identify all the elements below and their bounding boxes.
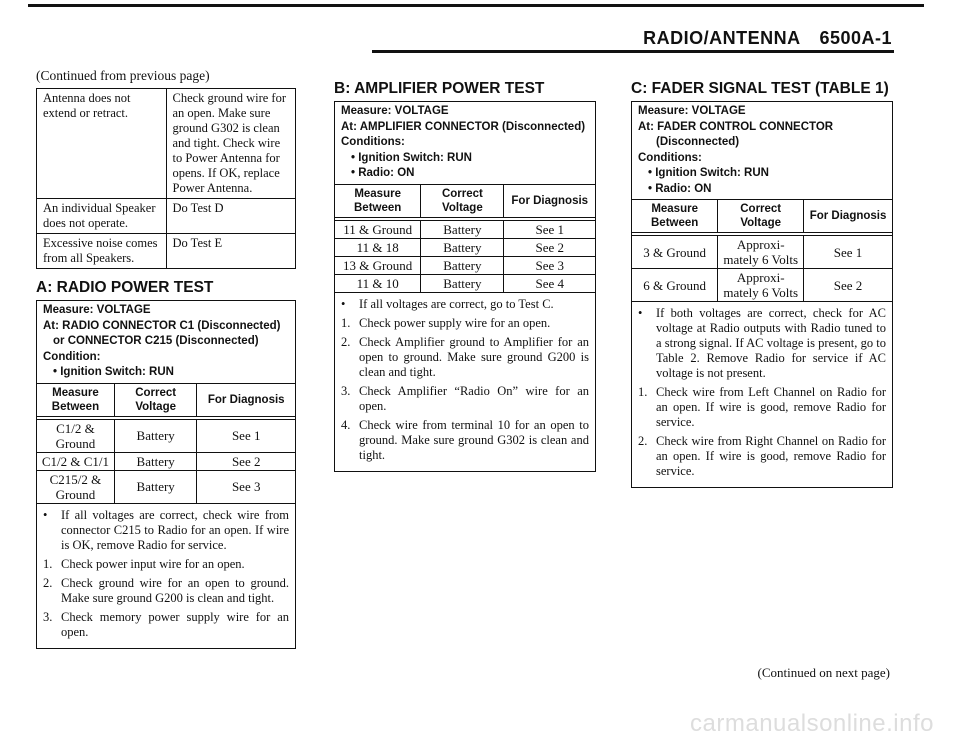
note-text: If all voltages are correct, go to Test C.: [359, 296, 554, 311]
note-marker: 2.: [341, 334, 351, 349]
at-label-2: (Disconnected): [656, 136, 740, 148]
cell-diagnosis: See 2: [504, 238, 595, 256]
cell-diagnosis: See 3: [197, 470, 295, 503]
note-marker: 1.: [43, 556, 53, 571]
condition-label: Conditions:: [341, 136, 405, 148]
note-text: Check ground wire for an open to ground. Make sure ground G200 is clean and tight.: [61, 575, 289, 605]
cell-measure: 11 & 18: [335, 238, 421, 256]
cell-voltage: Battery: [421, 238, 504, 256]
table-row: [37, 234, 296, 269]
column-header: Correct Voltage: [421, 184, 504, 219]
cell-measure: C1/2 & Ground: [37, 418, 114, 453]
note-item: [341, 316, 589, 331]
cell-voltage: Battery: [421, 256, 504, 274]
cell-voltage: Approxi- mately 6 Volts: [718, 269, 804, 302]
table-row: [632, 269, 892, 302]
note-text: Check wire from Right Channel on Radio for an open. If wire is good, remove Radio for service.: [656, 434, 886, 478]
table-row: [335, 256, 595, 274]
cell-diagnosis: See 1: [804, 234, 892, 269]
note-text: Check power input wire for an open.: [61, 556, 245, 571]
cell-diagnosis: See 2: [197, 452, 295, 470]
note-marker: •: [43, 507, 48, 522]
header-rule: [372, 50, 894, 53]
test-c-title: C: FADER SIGNAL TEST (TABLE 1): [631, 80, 889, 97]
table-row: [37, 470, 295, 503]
cell-measure: 11 & 10: [335, 274, 421, 292]
note-marker: •: [638, 306, 643, 320]
note-item: [43, 557, 289, 572]
note-item: [43, 576, 289, 606]
cell-measure: 13 & Ground: [335, 256, 421, 274]
column-header: For Diagnosis: [804, 200, 892, 235]
cell-diagnosis: See 2: [804, 269, 892, 302]
symptom-cell: Excessive noise comes from all Speakers.: [37, 234, 167, 269]
table-row: [37, 452, 295, 470]
cell-diagnosis: See 4: [504, 274, 595, 292]
condition-item: • Ignition Switch: RUN: [351, 151, 472, 164]
cell-voltage: Battery: [114, 452, 197, 470]
condition-item: • Ignition Switch: RUN: [53, 366, 174, 378]
cell-voltage: Battery: [114, 418, 197, 453]
test-c-notes: [632, 302, 892, 487]
measure-label: Measure: VOLTAGE: [638, 105, 746, 117]
table-row: [37, 418, 295, 453]
test-a-notes: [37, 504, 295, 648]
condition-label: Conditions:: [638, 151, 702, 164]
symptom-cell: An individual Speaker does not operate.: [37, 199, 167, 234]
note-text: Check Amplifier “Radio On” wire for an open.: [359, 383, 589, 413]
cell-measure: 11 & Ground: [335, 219, 421, 239]
table-row: [335, 238, 595, 256]
test-b-box: [334, 101, 596, 472]
note-item: [341, 384, 589, 414]
header-title: RADIO/ANTENNA: [643, 28, 800, 48]
condition-item: • Ignition Switch: RUN: [648, 167, 769, 179]
note-text: Check wire from Left Channel on Radio for an open. If wire is good, remove Radio for service.: [656, 385, 886, 429]
note-item: [341, 418, 589, 463]
cell-diagnosis: See 3: [504, 256, 595, 274]
symptom-cell: Antenna does not extend or retract.: [37, 89, 167, 199]
right-column: [631, 80, 893, 488]
test-c-table: [632, 199, 892, 302]
test-a-conditions: [37, 301, 295, 383]
column-header: Correct Voltage: [114, 383, 197, 418]
continued-on-next-page: (Continued on next page): [757, 665, 890, 680]
at-label-2: or CONNECTOR C215 (Disconnected): [53, 335, 259, 347]
at-label: At: AMPLIFIER CONNECTOR (Disconnected): [341, 120, 586, 133]
note-marker: •: [341, 296, 346, 311]
table-header-row: [37, 383, 295, 418]
note-marker: 1.: [638, 385, 648, 399]
note-marker: 3.: [43, 609, 53, 624]
watermark: carmanualsonline.info: [690, 710, 934, 737]
note-text: Check wire from terminal 10 for an open to ground. Make sure ground G302 is clean and tight.: [359, 417, 589, 462]
measure-label: Measure: VOLTAGE: [43, 304, 151, 316]
note-text: Check Amplifier ground to Amplifier for an open to ground. Make sure ground G200 is clean and tight.: [359, 334, 589, 379]
test-b-table: [335, 184, 595, 293]
note-text: Check memory power supply wire for an open.: [61, 609, 289, 639]
action-cell: Check ground wire for an open. Make sure ground G302 is clean and tight. Check wire to Power Antenna for opens. If OK, replace Power Antenna.: [166, 89, 296, 199]
cell-measure: C215/2 & Ground: [37, 470, 114, 503]
cell-measure: 6 & Ground: [632, 269, 718, 302]
cell-measure: 3 & Ground: [632, 234, 718, 269]
middle-column: [334, 80, 596, 472]
note-item: [638, 434, 886, 479]
cell-diagnosis: See 1: [197, 418, 295, 453]
condition-item: • Radio: ON: [648, 182, 712, 195]
note-item: [341, 297, 589, 312]
cell-measure: C1/2 & C1/1: [37, 452, 114, 470]
column-header: Measure Between: [37, 383, 114, 418]
column-header: Correct Voltage: [718, 200, 804, 235]
at-label: At: RADIO CONNECTOR C1 (Disconnected): [43, 319, 281, 332]
table-header-row: [335, 184, 595, 219]
continued-from-previous: (Continued from previous page): [36, 68, 210, 83]
cell-voltage: Battery: [421, 219, 504, 239]
left-column: [36, 68, 296, 649]
measure-label: Measure: VOLTAGE: [341, 105, 449, 117]
top-rule: [28, 4, 924, 7]
note-text: If all voltages are correct, check wire from connector C215 to Radio for an open. If wire is OK, remove Radio for service.: [61, 507, 289, 552]
action-cell: Do Test E: [166, 234, 296, 269]
note-marker: 3.: [341, 383, 351, 398]
note-item: [341, 335, 589, 380]
note-text: If both voltages are correct, check for AC voltage at Radio outputs with Radio tuned to a strong signal. If AC voltage is present, go to Table 2. Remove Radio for service if AC voltage is not present.: [656, 306, 886, 380]
note-item: [638, 306, 886, 381]
note-marker: 2.: [43, 575, 53, 590]
cell-voltage: Battery: [114, 470, 197, 503]
test-a-title: A: RADIO POWER TEST: [36, 279, 214, 296]
test-b-title: B: AMPLIFIER POWER TEST: [334, 80, 545, 97]
test-b-notes: [335, 293, 595, 471]
table-row: [632, 234, 892, 269]
cell-voltage: Battery: [421, 274, 504, 292]
table-header-row: [632, 200, 892, 235]
note-item: [43, 508, 289, 553]
test-c-box: [631, 101, 893, 488]
test-b-conditions: [335, 102, 595, 184]
note-marker: 1.: [341, 315, 351, 330]
header-page-number: 6500A-1: [819, 28, 892, 48]
note-item: [638, 385, 886, 430]
table-row: [335, 219, 595, 239]
note-marker: 2.: [638, 434, 648, 448]
test-a-box: [36, 300, 296, 649]
table-row: [37, 89, 296, 199]
note-item: [43, 610, 289, 640]
note-marker: 4.: [341, 417, 351, 432]
column-header: Measure Between: [632, 200, 718, 235]
page-header: [629, 28, 892, 49]
table-row: [37, 199, 296, 234]
test-c-conditions: [632, 102, 892, 199]
test-a-table: [37, 383, 295, 504]
diagnosis-table: [36, 88, 296, 269]
condition-item: • Radio: ON: [351, 167, 415, 179]
column-header: For Diagnosis: [504, 184, 595, 219]
condition-label: Condition:: [43, 350, 101, 363]
cell-diagnosis: See 1: [504, 219, 595, 239]
cell-voltage: Approxi- mately 6 Volts: [718, 234, 804, 269]
at-label: At: FADER CONTROL CONNECTOR: [638, 120, 834, 133]
table-row: [335, 274, 595, 292]
column-header: Measure Between: [335, 184, 421, 219]
column-header: For Diagnosis: [197, 383, 295, 418]
note-text: Check power supply wire for an open.: [359, 315, 551, 330]
action-cell: Do Test D: [166, 199, 296, 234]
